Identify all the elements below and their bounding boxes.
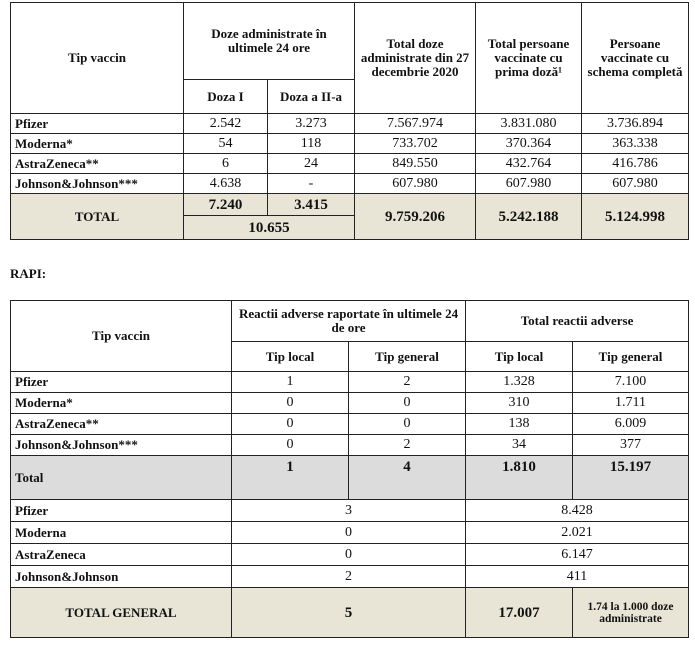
total-doza-2: 3.415 xyxy=(268,194,355,216)
cell-local-total: 34 xyxy=(466,435,573,456)
cell-local-24h: 0 xyxy=(232,435,349,456)
vaccine-name: Moderna xyxy=(11,522,232,544)
cell-general-24h: 0 xyxy=(349,393,466,414)
cell-doza-2: 24 xyxy=(268,154,355,174)
total-24h-sum: 10.655 xyxy=(184,216,355,240)
vaccine-name: Johnson&Johnson*** xyxy=(11,174,184,194)
summary-row xyxy=(11,522,689,544)
cell-local-total: 310 xyxy=(466,393,573,414)
cell-doza-1: 2.542 xyxy=(184,114,268,134)
vaccine-name: Pfizer xyxy=(11,372,232,393)
cell-local-24h: 0 xyxy=(232,393,349,414)
cell-prima-doza: 607.980 xyxy=(476,174,582,194)
vaccine-name: Johnson&Johnson xyxy=(11,566,232,588)
cell-sum-24h: 0 xyxy=(232,522,466,544)
vaccine-name: Moderna* xyxy=(11,393,232,414)
cell-general-total: 1.711 xyxy=(573,393,689,414)
table-row xyxy=(11,435,689,456)
cell-sum-24h: 3 xyxy=(232,500,466,522)
header-doza-2: Doza a II-a xyxy=(268,80,355,114)
vaccine-name: Johnson&Johnson*** xyxy=(11,435,232,456)
vaccine-name: AstraZeneca** xyxy=(11,154,184,174)
cell-doza-1: 4.638 xyxy=(184,174,268,194)
cell-total-doze: 7.567.974 xyxy=(355,114,476,134)
cell-general-total: 6.009 xyxy=(573,414,689,435)
grand-total-row xyxy=(11,588,689,638)
cell-sum-total: 6.147 xyxy=(466,544,689,566)
cell-sum-24h: 0 xyxy=(232,544,466,566)
cell-local-total: 138 xyxy=(466,414,573,435)
summary-row xyxy=(11,566,689,588)
header-reactii-24h: Reactii adverse raportate în ultimele 24 de ore xyxy=(232,301,466,342)
cell-general-24h: 2 xyxy=(349,372,466,393)
table-row xyxy=(11,393,689,414)
total-doze-value: 9.759.206 xyxy=(355,194,476,240)
table-row xyxy=(11,174,689,194)
total-label: Total xyxy=(11,456,232,500)
header-prima-doza: Total persoane vaccinate cu prima doză¹ xyxy=(476,3,582,114)
cell-general-total: 377 xyxy=(573,435,689,456)
cell-schema: 416.786 xyxy=(582,154,689,174)
grand-total-value: 17.007 xyxy=(466,588,573,638)
vaccine-name: Pfizer xyxy=(11,500,232,522)
cell-total-doze: 849.550 xyxy=(355,154,476,174)
header-tip-vaccin: Tip vaccin xyxy=(11,3,184,114)
header-schema-completa: Persoane vaccinate cu schema completă xyxy=(582,3,689,114)
cell-doza-2: 118 xyxy=(268,134,355,154)
total-local-24h: 1 xyxy=(232,456,349,500)
table-row xyxy=(11,114,689,134)
cell-prima-doza: 432.764 xyxy=(476,154,582,174)
total-row xyxy=(11,456,689,500)
vaccination-doses-table xyxy=(10,2,689,240)
header-tip-general-24h: Tip general xyxy=(349,342,466,372)
table-row xyxy=(11,134,689,154)
cell-general-24h: 0 xyxy=(349,414,466,435)
header-tip-general-total: Tip general xyxy=(573,342,689,372)
table-row xyxy=(11,414,689,435)
cell-sum-24h: 2 xyxy=(232,566,466,588)
header-total-doze: Total doze administrate din 27 decembrie 2020 xyxy=(355,3,476,114)
cell-local-total: 1.328 xyxy=(466,372,573,393)
total-row xyxy=(11,194,689,216)
cell-doza-1: 54 xyxy=(184,134,268,154)
cell-sum-total: 411 xyxy=(466,566,689,588)
total-label: TOTAL xyxy=(11,194,184,240)
grand-total-24h: 5 xyxy=(232,588,466,638)
cell-sum-total: 8.428 xyxy=(466,500,689,522)
summary-row xyxy=(11,544,689,566)
vaccine-name: AstraZeneca xyxy=(11,544,232,566)
summary-row xyxy=(11,500,689,522)
cell-general-total: 7.100 xyxy=(573,372,689,393)
total-doza-1: 7.240 xyxy=(184,194,268,216)
grand-total-rate: 1.74 la 1.000 doze administrate xyxy=(573,588,689,638)
total-general-24h: 4 xyxy=(349,456,466,500)
cell-general-24h: 2 xyxy=(349,435,466,456)
cell-sum-total: 2.021 xyxy=(466,522,689,544)
total-schema: 5.124.998 xyxy=(582,194,689,240)
cell-total-doze: 733.702 xyxy=(355,134,476,154)
rapi-label: RAPI: xyxy=(10,266,47,281)
cell-local-24h: 0 xyxy=(232,414,349,435)
vaccine-name: Pfizer xyxy=(11,114,184,134)
total-general-total: 15.197 xyxy=(573,456,689,500)
cell-doza-1: 6 xyxy=(184,154,268,174)
header-total-reactii: Total reactii adverse xyxy=(466,301,689,342)
table-row xyxy=(11,372,689,393)
cell-doza-2: - xyxy=(268,174,355,194)
header-doza-1: Doza I xyxy=(184,80,268,114)
cell-local-24h: 1 xyxy=(232,372,349,393)
header-tip-local-total: Tip local xyxy=(466,342,573,372)
cell-doza-2: 3.273 xyxy=(268,114,355,134)
cell-total-doze: 607.980 xyxy=(355,174,476,194)
total-prima-doza: 5.242.188 xyxy=(476,194,582,240)
table-row xyxy=(11,154,689,174)
header-tip-local-24h: Tip local xyxy=(232,342,349,372)
adverse-reactions-table xyxy=(10,300,689,638)
header-doze-24h: Doze administrate în ultimele 24 ore xyxy=(184,3,355,80)
grand-total-label: TOTAL GENERAL xyxy=(11,588,232,638)
cell-schema: 3.736.894 xyxy=(582,114,689,134)
cell-prima-doza: 3.831.080 xyxy=(476,114,582,134)
total-local-total: 1.810 xyxy=(466,456,573,500)
cell-schema: 363.338 xyxy=(582,134,689,154)
vaccine-name: AstraZeneca** xyxy=(11,414,232,435)
header-tip-vaccin: Tip vaccin xyxy=(11,301,232,372)
cell-schema: 607.980 xyxy=(582,174,689,194)
vaccine-name: Moderna* xyxy=(11,134,184,154)
cell-prima-doza: 370.364 xyxy=(476,134,582,154)
